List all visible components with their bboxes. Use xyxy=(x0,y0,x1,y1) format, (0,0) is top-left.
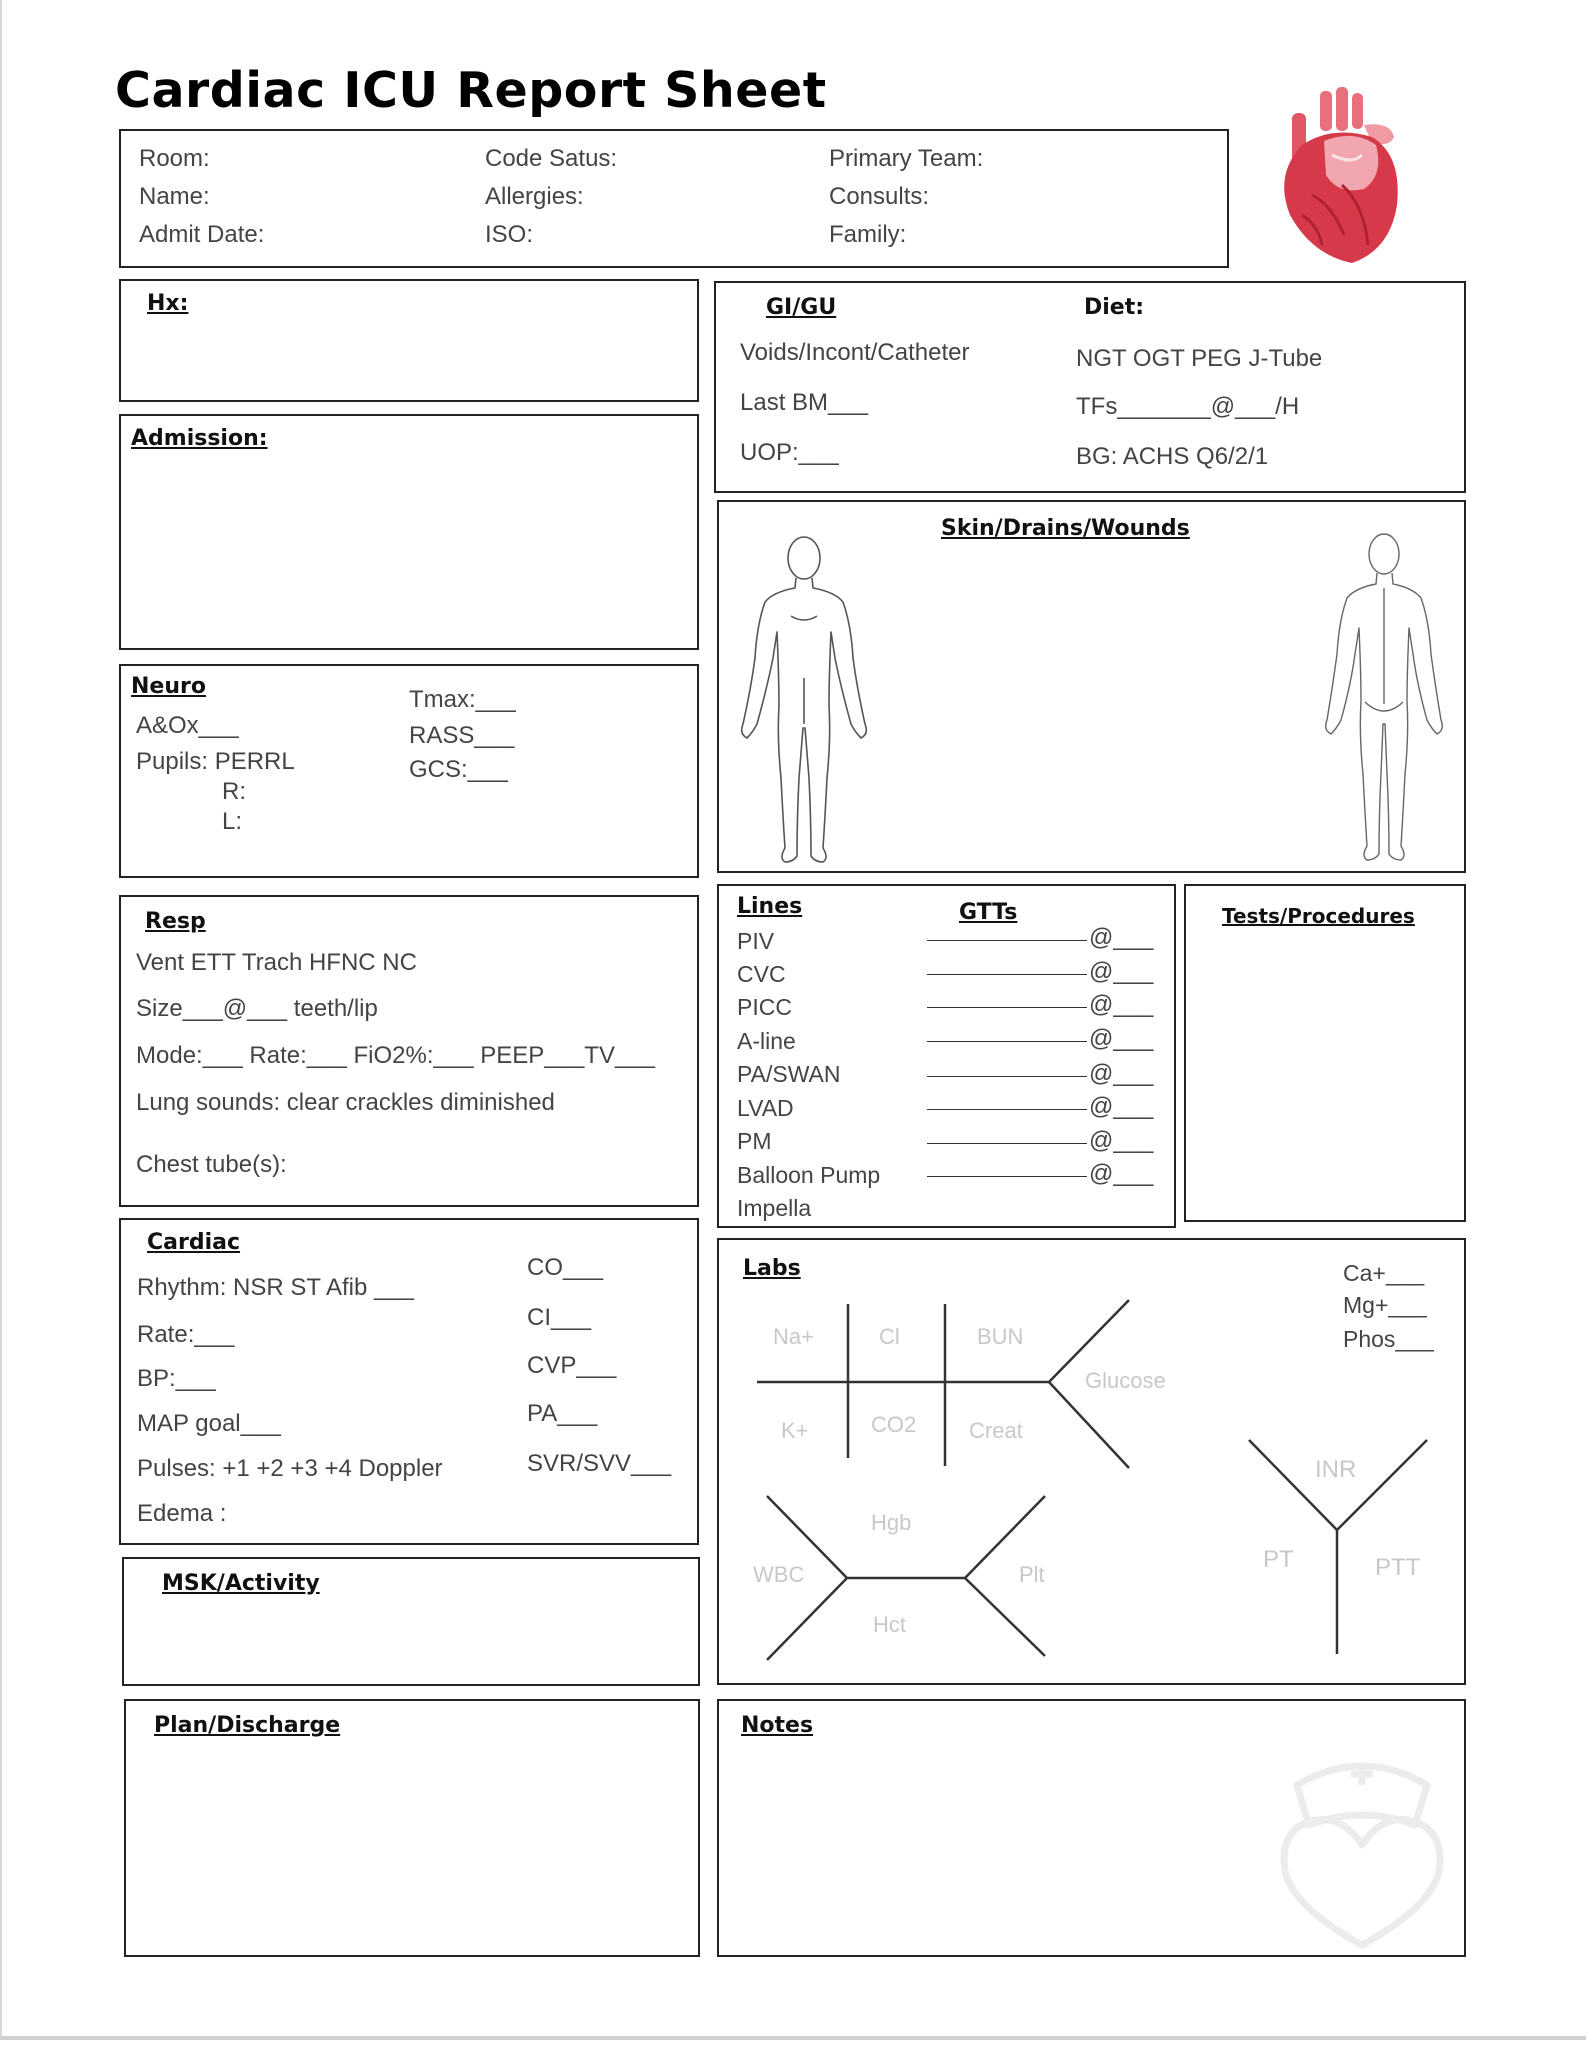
code-status-label: Code Satus: xyxy=(485,145,618,172)
family-label: Family: xyxy=(829,221,907,248)
hx-section xyxy=(119,279,699,402)
diet-heading: Diet: xyxy=(1084,295,1145,320)
cardiac-section xyxy=(119,1218,699,1545)
pa-field: PA___ xyxy=(527,1400,598,1427)
patient-info-box xyxy=(119,129,1229,268)
allergies-label: Allergies: xyxy=(485,183,584,210)
pulses-field: Pulses: +1 +2 +3 +4 Doppler xyxy=(137,1455,443,1482)
chest-tube-field: Chest tube(s): xyxy=(136,1151,287,1178)
tests-procedures-section xyxy=(1184,884,1466,1222)
cvp-field: CVP___ xyxy=(527,1352,617,1379)
lab-inr: INR xyxy=(1315,1456,1357,1483)
tube-feeds-field: TFs_______@___/H xyxy=(1076,393,1300,420)
resp-section xyxy=(119,895,699,1207)
line-item-impella: Impella xyxy=(737,1195,812,1221)
gtt-rate: @___ xyxy=(1089,1127,1154,1154)
lab-ptt: PTT xyxy=(1375,1554,1421,1581)
gtt-rate: @___ xyxy=(1089,1060,1154,1087)
co-field: CO___ xyxy=(527,1254,604,1281)
heart-illustration-icon xyxy=(1272,85,1412,265)
gtt-rate: @___ xyxy=(1089,958,1154,985)
lab-co2: CO2 xyxy=(871,1412,917,1437)
line-item-balloon-pump: Balloon Pump xyxy=(737,1162,881,1188)
resp-modes-field: Vent ETT Trach HFNC NC xyxy=(136,949,417,976)
heart-rate-field: Rate:___ xyxy=(137,1321,235,1348)
notes-section xyxy=(717,1699,1466,1957)
line-item-picc: PICC xyxy=(737,994,792,1020)
gtts-heading: GTTs xyxy=(959,900,1018,925)
bp-field: BP:___ xyxy=(137,1365,216,1392)
plan-heading: Plan/Discharge xyxy=(154,1713,341,1738)
gtt-row xyxy=(927,1007,1087,1008)
body-back-icon xyxy=(1321,524,1447,868)
plan-discharge-section xyxy=(124,1699,700,1957)
rhythm-field: Rhythm: NSR ST Afib ___ xyxy=(137,1274,415,1301)
lab-hematocrit: Hct xyxy=(873,1612,906,1637)
lab-platelets: Plt xyxy=(1019,1562,1045,1587)
gigu-heading: GI/GU xyxy=(766,295,837,320)
aox-field: A&Ox___ xyxy=(136,712,239,739)
lines-heading: Lines xyxy=(737,894,803,919)
notes-heading: Notes xyxy=(741,1713,814,1738)
pupils-field: Pupils: PERRL xyxy=(136,748,295,775)
tube-size-field: Size___@___ teeth/lip xyxy=(136,995,378,1022)
lab-potassium: K+ xyxy=(781,1418,809,1443)
neuro-section xyxy=(119,664,699,878)
consults-label: Consults: xyxy=(829,183,930,210)
gtt-row xyxy=(927,1076,1087,1077)
hx-heading: Hx: xyxy=(147,291,189,316)
skin-drains-wounds-section xyxy=(717,500,1466,873)
gtt-rate: @___ xyxy=(1089,1160,1154,1187)
gigu-section xyxy=(714,281,1466,493)
skin-heading: Skin/Drains/Wounds xyxy=(941,516,1190,541)
line-item-aline: A-line xyxy=(737,1028,796,1054)
lines-gtts-section xyxy=(717,884,1176,1228)
lung-sounds-field: Lung sounds: clear crackles diminished xyxy=(136,1089,555,1116)
gcs-field: GCS:___ xyxy=(409,756,508,783)
gtt-row xyxy=(927,1143,1087,1144)
rass-field: RASS___ xyxy=(409,722,515,749)
line-item-piv: PIV xyxy=(737,928,775,954)
last-bm-field: Last BM___ xyxy=(740,389,869,416)
resp-heading: Resp xyxy=(145,909,206,934)
svr-field: SVR/SVV___ xyxy=(527,1450,672,1477)
vent-settings-field: Mode:___ Rate:___ FiO2%:___ PEEP___TV___ xyxy=(136,1042,655,1069)
primary-team-label: Primary Team: xyxy=(829,145,984,172)
gtt-row xyxy=(927,1176,1087,1177)
neuro-heading: Neuro xyxy=(131,674,206,699)
gtt-row xyxy=(927,1041,1087,1042)
gtt-rate: @___ xyxy=(1089,1025,1154,1052)
iso-label: ISO: xyxy=(485,221,534,248)
gtt-row xyxy=(927,940,1087,941)
admit-date-label: Admit Date: xyxy=(139,221,265,248)
cardiac-heading: Cardiac xyxy=(147,1230,241,1255)
lab-wbc: WBC xyxy=(753,1562,805,1587)
labs-section xyxy=(717,1238,1466,1685)
admission-heading: Admission: xyxy=(131,426,268,451)
line-item-pm: PM xyxy=(737,1128,772,1154)
tmax-field: Tmax:___ xyxy=(409,686,516,713)
gtt-rate: @___ xyxy=(1089,1093,1154,1120)
blood-glucose-field: BG: ACHS Q6/2/1 xyxy=(1076,443,1269,470)
gtt-rate: @___ xyxy=(1089,924,1154,951)
body-front-icon xyxy=(733,528,875,868)
lab-glucose: Glucose xyxy=(1085,1368,1166,1393)
msk-activity-section xyxy=(122,1557,700,1686)
calcium-field: Ca+___ xyxy=(1343,1260,1425,1286)
lab-pt: PT xyxy=(1263,1546,1294,1573)
line-item-cvc: CVC xyxy=(737,961,786,987)
gtt-row xyxy=(927,1109,1087,1110)
feeding-tubes-field: NGT OGT PEG J-Tube xyxy=(1076,345,1323,372)
edema-field: Edema : xyxy=(137,1500,227,1527)
labs-heading: Labs xyxy=(743,1256,801,1281)
room-label: Room: xyxy=(139,145,210,172)
pupil-r-field: R: xyxy=(222,778,246,805)
msk-heading: MSK/Activity xyxy=(162,1571,320,1596)
lab-hemoglobin: Hgb xyxy=(871,1510,912,1535)
map-goal-field: MAP goal___ xyxy=(137,1410,281,1437)
gtt-rate: @___ xyxy=(1089,991,1154,1018)
name-label: Name: xyxy=(139,183,210,210)
ci-field: CI___ xyxy=(527,1304,592,1331)
lab-sodium: Na+ xyxy=(773,1324,814,1349)
uop-field: UOP:___ xyxy=(740,439,839,466)
phosphorus-field: Phos___ xyxy=(1343,1326,1434,1352)
magnesium-field: Mg+___ xyxy=(1343,1292,1427,1318)
voids-field: Voids/Incont/Catheter xyxy=(740,339,970,366)
gtt-row xyxy=(927,974,1087,975)
line-item-swan: PA/SWAN xyxy=(737,1061,841,1087)
pupil-l-field: L: xyxy=(222,808,243,835)
lab-chloride: Cl xyxy=(879,1324,900,1349)
tests-heading: Tests/Procedures xyxy=(1222,904,1415,928)
nurse-heart-watermark-icon xyxy=(1267,1741,1457,1951)
lab-bun: BUN xyxy=(977,1324,1024,1349)
line-item-lvad: LVAD xyxy=(737,1095,794,1121)
admission-section xyxy=(119,414,699,650)
page-title: Cardiac ICU Report Sheet xyxy=(115,62,827,119)
lab-creatinine: Creat xyxy=(969,1418,1023,1443)
